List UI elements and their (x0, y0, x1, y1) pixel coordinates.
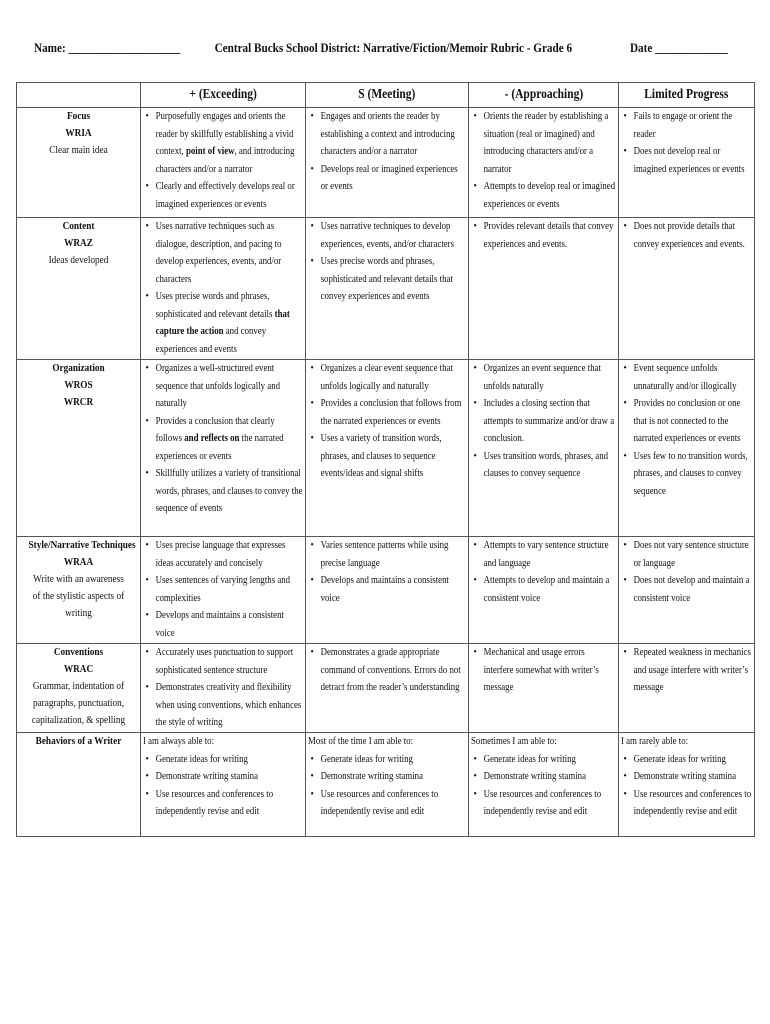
criteria-list (621, 537, 752, 607)
list-item: • Does not develop real or imagined experiences or events (621, 143, 752, 178)
emphasis-text: that capture the action (155, 308, 290, 337)
rubric-row-conventions (17, 644, 755, 733)
criteria-list (308, 108, 466, 196)
criteria-list (143, 537, 303, 642)
style-exceeding-cell (141, 537, 306, 644)
organization-limited-cell (619, 360, 755, 537)
behaviors-exceeding-intro: I am always able to: (143, 736, 215, 747)
emphasis-text: point of view (185, 146, 235, 157)
content-exceeding-cell (141, 218, 306, 360)
behaviors-meeting-intro: Most of the time I am able to: (308, 736, 414, 747)
list-item: • Uses few to no transition words, phrases, and clauses to convey sequence (621, 448, 752, 501)
list-item (143, 465, 303, 518)
list-item: • Uses precise words and phrases, sophisticated and relevant details that convey experiences and events (308, 253, 466, 306)
list-item (143, 178, 303, 213)
list-item: • Demonstrate writing stamina (308, 768, 466, 786)
rubric-table (16, 82, 755, 837)
criteria-list (143, 218, 303, 358)
list-item: • Includes a closing section that attempts to summarize and/or draw a conclusion. (471, 395, 616, 448)
style-approaching-cell (469, 537, 619, 644)
criteria-list (471, 360, 616, 483)
list-item: • Attempts to develop and maintain a consistent voice (471, 572, 616, 607)
rubric-row-content (17, 218, 755, 360)
document-header (34, 40, 728, 60)
list-item: • Does not develop and maintain a consistent voice (621, 572, 752, 607)
behaviors-approaching-intro: Sometimes I am able to: (471, 736, 557, 747)
column-header-meeting: S (Meeting) (306, 83, 469, 108)
conventions-approaching-cell (469, 644, 619, 733)
criteria-text: Uses precise language that expresses ideas accurately and concisely (155, 540, 286, 569)
list-item: • Generate ideas for writing (143, 751, 303, 769)
style-limited-cell (619, 537, 755, 644)
list-item (143, 218, 303, 288)
criteria-list (308, 537, 466, 607)
list-item: • Demonstrate writing stamina (621, 768, 752, 786)
list-item: • Develops real or imagined experiences or events (308, 161, 466, 196)
criteria-list (143, 108, 303, 213)
list-item: • Varies sentence patterns while using precise language (308, 537, 466, 572)
list-item: • Demonstrate writing stamina (143, 768, 303, 786)
list-item: • Attempts to vary sentence structure and language (471, 537, 616, 572)
rubric-row-style (17, 537, 755, 644)
list-item (143, 537, 303, 572)
column-header-row (17, 83, 755, 108)
criteria-text: Uses narrative techniques such as dialogue, description, and pacing to develop experiences, events, and/or characters (155, 221, 282, 285)
list-item (143, 644, 303, 679)
criteria-text: Clearly and effectively develops real or imagined experiences or events (155, 181, 295, 210)
list-item: • Generate ideas for writing (471, 751, 616, 769)
criteria-list (308, 751, 466, 821)
list-item: • Generate ideas for writing (621, 751, 752, 769)
list-item: • Mechanical and usage errors interfere somewhat with writer’s message (471, 644, 616, 697)
list-item: • Provides relevant details that convey experiences and events. (471, 218, 616, 253)
list-item: • Attempts to develop real or imagined experiences or events (471, 178, 616, 213)
criteria-list (471, 644, 616, 697)
behaviors-limited-intro: I am rarely able to: (621, 736, 689, 747)
list-item (143, 108, 303, 178)
criteria-text: Skillfully utilizes a variety of transitional words, phrases, and clauses to convey the sequence of events (155, 468, 303, 514)
list-item (143, 607, 303, 642)
criteria-list (471, 218, 616, 253)
criteria-list (621, 751, 752, 821)
criteria-list (621, 218, 752, 253)
rubric-row-behaviors (17, 733, 755, 837)
focus-approaching-cell (469, 108, 619, 218)
style-meeting-cell (306, 537, 469, 644)
criteria-text: Uses sentences of varying lengths and complexities (155, 575, 291, 604)
list-item: • Use resources and conferences to independently revise and edit (621, 786, 752, 821)
list-item: • Uses narrative techniques to develop experiences, events, and/or characters (308, 218, 466, 253)
list-item: • Demonstrates a grade appropriate command of conventions. Errors do not detract from the reader’s understanding (308, 644, 466, 697)
row-header-focus: Focus WRIA Clear main idea (17, 108, 141, 218)
content-limited-cell (619, 218, 755, 360)
list-item (143, 360, 303, 413)
list-item: • Uses transition words, phrases, and clauses to convey sequence (471, 448, 616, 483)
criteria-text: Purposefully engages and orients the reader by skillfully establishing a vivid context, (155, 111, 294, 157)
column-header-exceeding: + (Exceeding) (141, 83, 306, 108)
criteria-list (471, 537, 616, 607)
list-item: • Orients the reader by establishing a situation (real or imagined) and introducing characters and/or a narrator (471, 108, 616, 178)
list-item (143, 413, 303, 466)
list-item: • Does not vary sentence structure or language (621, 537, 752, 572)
behaviors-exceeding-cell (141, 733, 306, 837)
list-item: • Engages and orients the reader by establishing a context and introducing characters and/or a narrator (308, 108, 466, 161)
list-item: • Demonstrate writing stamina (471, 768, 616, 786)
criteria-list (621, 108, 752, 178)
criteria-text: Uses precise words and phrases, sophisticated and relevant details (155, 291, 275, 320)
list-item (143, 679, 303, 732)
conventions-exceeding-cell (141, 644, 306, 733)
list-item: • Generate ideas for writing (308, 751, 466, 769)
criteria-text: Develops and maintains a consistent voice (155, 610, 284, 639)
criteria-list (308, 360, 466, 483)
focus-meeting-cell (306, 108, 469, 218)
criteria-list (308, 218, 466, 306)
focus-exceeding-cell (141, 108, 306, 218)
row-header-conventions: Conventions WRAC Grammar, indentation of paragraphs, punctuation, capitalization, & spelling (17, 644, 141, 733)
content-meeting-cell (306, 218, 469, 360)
list-item (143, 572, 303, 607)
row-header-style: Style/Narrative Techniques WRAA Write with an awareness of the stylistic aspects of writing (17, 537, 141, 644)
list-item: • Use resources and conferences to independently revise and edit (308, 786, 466, 821)
empty-corner-cell (17, 83, 141, 108)
conventions-limited-cell (619, 644, 755, 733)
criteria-text: and convey experiences and events (155, 326, 267, 355)
criteria-text: Demonstrates creativity and flexibility when using conventions, which enhances the style of writing (155, 682, 302, 728)
organization-approaching-cell (469, 360, 619, 537)
date-field-label: Date _____________ (629, 40, 728, 55)
list-item: • Does not provide details that convey experiences and events. (621, 218, 752, 253)
row-header-content: Content WRAZ Ideas developed (17, 218, 141, 360)
behaviors-limited-cell (619, 733, 755, 837)
rubric-row-focus (17, 108, 755, 218)
content-approaching-cell (469, 218, 619, 360)
document-title: Central Bucks School District: Narrative/Fiction/Memoir Rubric - Grade 6 (214, 40, 573, 55)
list-item: • Provides no conclusion or one that is not connected to the narrated experiences or events (621, 395, 752, 448)
row-header-organization: Organization WROS WRCR (17, 360, 141, 537)
criteria-list (143, 644, 303, 732)
row-header-behaviors: Behaviors of a Writer (17, 733, 141, 837)
criteria-list (621, 360, 752, 500)
conventions-meeting-cell (306, 644, 469, 733)
criteria-text: Provides a conclusion that clearly follows (155, 415, 275, 444)
list-item: • Develops and maintains a consistent voice (308, 572, 466, 607)
criteria-list (471, 108, 616, 213)
criteria-text: Organizes a well-structured event sequence that unfolds logically and naturally (155, 363, 281, 409)
criteria-list (471, 751, 616, 821)
list-item: • Provides a conclusion that follows from the narrated experiences or events (308, 395, 466, 430)
list-item: • Use resources and conferences to independently revise and edit (471, 786, 616, 821)
list-item: • Fails to engage or orient the reader (621, 108, 752, 143)
criteria-text: Accurately uses punctuation to support sophisticated sentence structure (155, 647, 294, 676)
organization-meeting-cell (306, 360, 469, 537)
behaviors-meeting-cell (306, 733, 469, 837)
criteria-text: the narrated experiences or events (155, 433, 284, 462)
list-item: • Organizes an event sequence that unfolds naturally (471, 360, 616, 395)
column-header-approaching: - (Approaching) (469, 83, 619, 108)
name-field-label: Name: ____________________ (34, 40, 181, 55)
criteria-list (308, 644, 466, 697)
list-item: • Uses a variety of transition words, phrases, and clauses to sequence events/ideas and signal shifts (308, 430, 466, 483)
criteria-list (143, 360, 303, 518)
behaviors-approaching-cell (469, 733, 619, 837)
list-item (143, 288, 303, 358)
organization-exceeding-cell (141, 360, 306, 537)
criteria-text: , and introducing characters and/or a narrator (155, 146, 295, 175)
criteria-list (143, 751, 303, 821)
list-item: • Repeated weakness in mechanics and usage interfere with writer’s message (621, 644, 752, 697)
focus-limited-cell (619, 108, 755, 218)
list-item: • Use resources and conferences to independently revise and edit (143, 786, 303, 821)
emphasis-text: and reflects on (184, 433, 240, 444)
column-header-limited: Limited Progress (619, 83, 755, 108)
criteria-list (621, 644, 752, 697)
list-item: • Organizes a clear event sequence that unfolds logically and naturally (308, 360, 466, 395)
list-item: • Event sequence unfolds unnaturally and/or illogically (621, 360, 752, 395)
rubric-row-organization (17, 360, 755, 537)
